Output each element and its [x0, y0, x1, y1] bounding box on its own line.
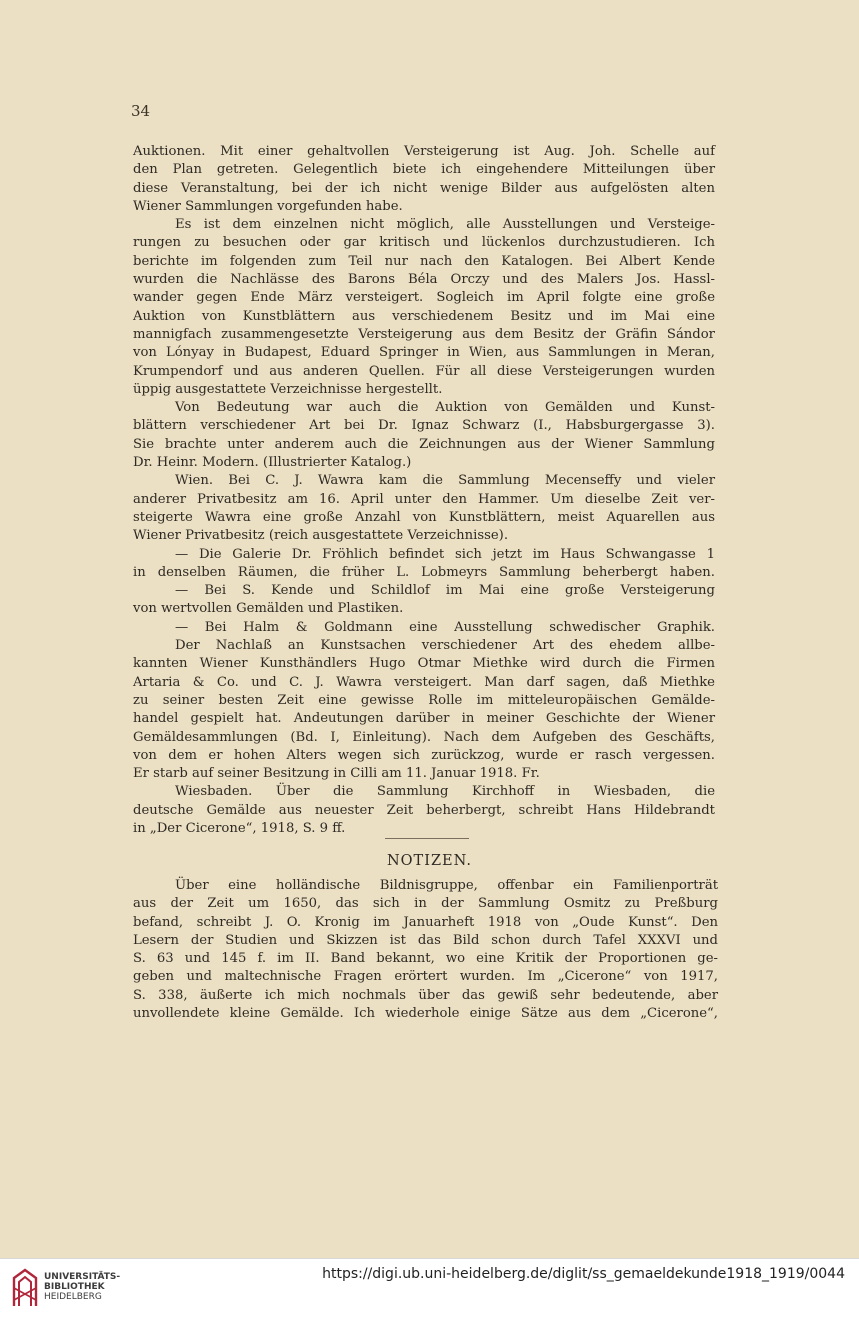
notes-line: geben und maltechnische Fragen erörtert wurden. Im „Cicerone“ von 1917,	[133, 969, 718, 985]
institution-line-3: HEIDELBERG	[44, 1292, 102, 1302]
text-line: mannigfach zusammengesetzte Versteigerung aus dem Besitz der Gräfin Sándor	[133, 326, 715, 342]
notes-line: Lesern der Studien und Skizzen ist das Bild schon durch Tafel XXXVI und	[133, 932, 718, 948]
notes-line: unvollendete kleine Gemälde. Ich wiederhole einige Sätze aus dem „Cicerone“,	[133, 1006, 718, 1022]
text-line: Krumpendorf und aus anderen Quellen. Für all diese Versteigerungen wurden	[133, 363, 715, 379]
text-line: Wiener Sammlungen vorgefunden habe.	[133, 198, 403, 214]
text-line: wurden die Nachlässe des Barons Béla Orczy und des Malers Jos. Hassl-	[133, 272, 715, 288]
text-line: von dem er hohen Alters wegen sich zurückzog, wurde er rasch vergessen.	[133, 747, 715, 763]
text-line: Er starb auf seiner Besitzung in Cilli am 11. Januar 1918. Fr.	[133, 766, 540, 782]
text-line: Es ist dem einzelnen nicht möglich, alle Ausstellungen und Versteige-	[175, 217, 715, 233]
body-text	[133, 143, 715, 838]
text-line: in „Der Cicerone“, 1918, S. 9 ff.	[133, 820, 346, 836]
text-line: berichte im folgenden zum Teil nur nach den Katalogen. Bei Albert Kende	[133, 253, 715, 269]
section-title: NOTIZEN.	[386, 853, 472, 869]
text-line: wander gegen Ende März versteigert. Sogleich im April folgte eine große	[133, 290, 715, 306]
text-line: in denselben Räumen, die früher L. Lobmeyrs Sammlung beherbergt haben.	[133, 564, 715, 580]
text-line: Wiesbaden. Über die Sammlung Kirchhoff in Wiesbaden, die	[175, 784, 715, 800]
text-line: von Lónyay in Budapest, Eduard Springer in Wien, aus Sammlungen in Meran,	[133, 345, 715, 361]
text-line: deutsche Gemälde aus neuester Zeit beherbergt, schreibt Hans Hildebrandt	[133, 802, 715, 818]
source-url-link[interactable]: https://digi.ub.uni-heidelberg.de/diglit/ss_gemaeldekunde1918_1919/0044	[322, 1266, 845, 1282]
text-line: kannten Wiener Kunsthändlers Hugo Otmar Miethke wird durch die Firmen	[133, 656, 715, 672]
text-line: — Bei S. Kende und Schildlof im Mai eine große Versteigerung	[175, 583, 715, 599]
text-line: Auktionen. Mit einer gehaltvollen Versteigerung ist Aug. Joh. Schelle auf	[133, 144, 715, 159]
notes-line: Über eine holländische Bildnisgruppe, offenbar ein Familienporträt	[175, 878, 718, 893]
notes-line: S. 338, äußerte ich mich nochmals über das gewiß sehr bedeutende, aber	[133, 987, 718, 1003]
text-line: handel gespielt hat. Andeutungen darüber in meiner Geschichte der Wiener	[133, 711, 715, 727]
text-line: Sie brachte unter anderem auch die Zeichnungen aus der Wiener Sammlung	[133, 436, 715, 452]
page-number: 34	[131, 102, 151, 120]
text-line: üppig ausgestattete Verzeichnisse hergestellt.	[133, 381, 443, 397]
text-line: — Bei Halm & Goldmann eine Ausstellung schwedischer Graphik.	[175, 619, 715, 635]
university-library-logo-icon[interactable]	[10, 1266, 40, 1310]
text-line: blättern verschiedener Art bei Dr. Ignaz Schwarz (I., Habsburgergasse 3).	[133, 418, 715, 434]
text-line: Der Nachlaß an Kunstsachen verschiedener Art des ehedem allbe-	[175, 638, 715, 654]
text-line: den Plan getreten. Gelegentlich biete ich eingehendere Mitteilungen über	[133, 162, 715, 178]
text-line: Artaria & Co. und C. J. Wawra versteigert. Man darf sagen, daß Miethke	[133, 674, 715, 690]
text-line: Wiener Privatbesitz (reich ausgestattete Verzeichnisse).	[133, 528, 509, 544]
institution-line-2: BIBLIOTHEK	[44, 1282, 105, 1292]
text-line: von wertvollen Gemälden und Plastiken.	[133, 601, 404, 617]
section-divider	[385, 838, 469, 839]
notes-line: befand, schreibt J. O. Kronig im Januarheft 1918 von „Oude Kunst“. Den	[133, 914, 718, 930]
text-line: Auktion von Kunstblättern aus verschiedenem Besitz und im Mai eine	[133, 308, 715, 324]
text-line: zu seiner besten Zeit eine gewisse Rolle im mitteleuropäischen Gemälde-	[133, 692, 715, 708]
text-line: Dr. Heinr. Modern. (Illustrierter Katalog.)	[133, 455, 412, 471]
institution-name[interactable]	[44, 1272, 120, 1302]
text-line: diese Veranstaltung, bei der ich nicht wenige Bilder aus aufgelösten alten	[133, 180, 715, 196]
text-line: steigerte Wawra eine große Anzahl von Kunstblättern, meist Aquarellen aus	[133, 509, 715, 525]
text-line: Wien. Bei C. J. Wawra kam die Sammlung Mecenseffy und vieler	[175, 473, 715, 489]
text-line: Von Bedeutung war auch die Auktion von Gemälden und Kunst-	[175, 400, 715, 416]
notes-text	[133, 877, 718, 1023]
institution-line-1: UNIVERSITÄTS-	[44, 1272, 121, 1282]
notes-line: S. 63 und 145 f. im II. Band bekannt, wo eine Kritik der Proportionen ge-	[133, 951, 718, 967]
text-line: rungen zu besuchen oder gar kritisch und lückenlos durchzustudieren. Ich	[133, 235, 715, 251]
text-line: — Die Galerie Dr. Fröhlich befindet sich jetzt im Haus Schwangasse 1	[175, 546, 715, 562]
text-line: anderer Privatbesitz am 16. April unter den Hammer. Um dieselbe Zeit ver-	[133, 491, 715, 507]
text-line: Gemäldesammlungen (Bd. I, Einleitung). Nach dem Aufgeben des Geschäfts,	[133, 729, 715, 745]
notes-line: aus der Zeit um 1650, das sich in der Sammlung Osmitz zu Preßburg	[133, 896, 718, 912]
